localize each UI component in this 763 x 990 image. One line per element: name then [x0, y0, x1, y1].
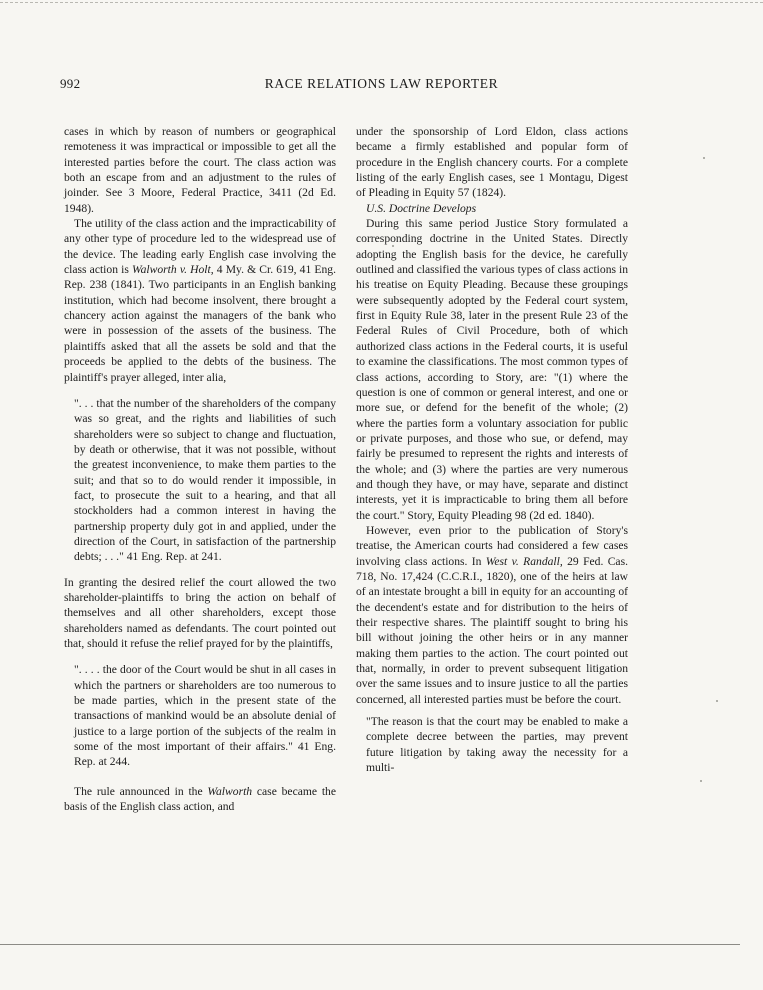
scan-speck — [700, 780, 702, 782]
paragraph: The rule announced in the Walworth case became the basis of the English class action, and — [64, 784, 336, 814]
paragraph: cases in which by reason of numbers or geographical remoteness it was impractical or impossible to get all the interested parties before the court. The class action was both an escape from and an adjustment to the rules of joinder. See 3 Moore, Federal Practice, 3411 (2d Ed. 1948). — [64, 125, 336, 215]
left-column — [64, 124, 336, 814]
paragraph: In granting the desired relief the court allowed the two shareholder-plaintiffs to bring the action on behalf of themselves and all other shareholders, except those shareholders named as defendants. The court pointed out that, should it refuse the relief prayed for by the plaintiffs, — [64, 575, 336, 650]
running-head — [0, 76, 763, 96]
paragraph: During this same period Justice Story formulated a corresponding doctrine in the United States. Directly adopting the English basis for the device, he carefully outlined and classified the various types of class actions in his treatise on Equity Pleading. Because these groupings were subsequently adopted by the Federal court system, first in Equity Rule 38, later in the present Rule 23 of the Federal Rules of Civil Procedure, both of which authorized class actions in the Federal courts, it is useful to examine the classifications. The most common types of class actions, according to Story, are: "(1) where the question is one of common or general interest, and one or more sue, or defend for the benefit of the whole; (2) where the parties form a voluntary association for public or private purposes, and those who sue, or defend, may fairly be presumed to represent the rights and interests of the whole; and (3) where the parties are very numerous and though they have, or may have, separate and distinct interests, yet it is impracticable to bring them all before the court." Story, Equity Pleading 98 (2d ed. 1840). — [356, 217, 628, 522]
right-column — [356, 124, 628, 785]
paragraph: under the sponsorship of Lord Eldon, class actions became a firmly established and popular form of procedure in the English chancery courts. For a complete listing of the early English cases, see 1 Montagu, Digest of Pleading in Equity 57 (1824). — [356, 125, 628, 200]
section-heading: U.S. Doctrine Develops — [366, 201, 477, 215]
page-top-edge — [0, 2, 763, 3]
block-quote: "The reason is that the court may be enabled to make a complete decree between the parties, may prevent future litigation by taking away the necessity for a multi- — [366, 715, 628, 775]
case-citation: Walworth v. Holt, — [132, 263, 214, 277]
scan-speck — [392, 245, 394, 247]
paragraph: The utility of the class action and the impracticability of any other type of procedure led to the widespread use of the device. The leading early English case involving the class action is Walworth v. Holt, 4 My. & Cr. 619, 41 Eng. Rep. 238 (1841). Two participants in an English banking institution, which had become insolvent, there brought a chancery action against the managers of the bank who were in possession of the assets of the business. The plaintiffs asked that all the assets be sold and that the proceeds be applied to the debts of the business. The plaintiff's prayer alleged, inter alia, — [64, 217, 336, 384]
bottom-rule — [0, 944, 740, 945]
journal-title: RACE RELATIONS LAW REPORTER — [264, 76, 499, 91]
scan-speck — [716, 700, 718, 702]
paragraph: However, even prior to the publication of Story's treatise, the American courts had considered a few cases involving class actions. In West v. Randall, 29 Fed. Cas. 718, No. 17,424 (C.C.R.I., 1820), one of the heirs at law of an intestate brought a bill in equity for an accounting of the decendent's estate and for distribution to the heirs of their respective shares. The plaintiff sought to bring his bill without joining the other heirs or in any manner making them parties to the action. The court pointed out that, normally, in order to prevent subsequent litigation over the same issues and to insure justice to all the parties concerned, all interested parties must be before the court. — [356, 523, 628, 706]
page-number: 992 — [60, 76, 81, 91]
case-citation: Walworth — [207, 784, 253, 798]
block-quote: ". . . . the door of the Court would be shut in all cases in which the partners or shareholders are too numerous to be made parties, which in the present state of the transactions of mankind would be an absolute denial of justice to a large portion of the subjects of the realm in some of the most important of their affairs." 41 Eng. Rep. at 244. — [74, 663, 336, 769]
case-citation: West v. Randall, — [485, 554, 563, 568]
block-quote: ". . . that the number of the shareholders of the company was so great, and the rights and liabilities of such shareholders were so subject to change and fluctuation, by death or otherwise, that it was not possible, without the greatest inconvenience, to make them parties to the suit; and that so to do would render it impossible, in fact, to prosecute the suit to a hearing, and that all stockholders had a common interest in having the partnership property duly got in and applied, under the direction of the Court, in satisfaction of the partnership debts; . . ." 41 Eng. Rep. at 241. — [74, 396, 336, 564]
scan-speck — [703, 157, 705, 159]
